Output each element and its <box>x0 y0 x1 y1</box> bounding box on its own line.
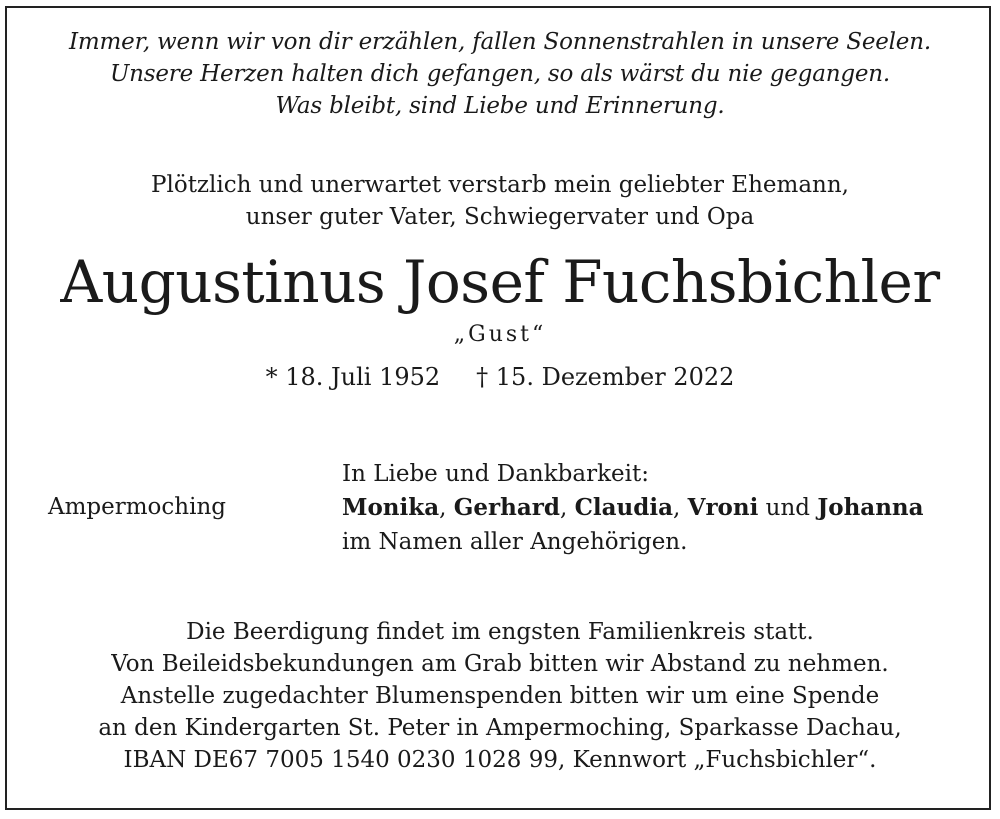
family-signature <box>342 457 924 559</box>
name-separator: , <box>672 495 688 521</box>
poem-line: Unsere Herzen halten dich gefangen, so als wärst du nie gegangen. <box>109 61 890 87</box>
notice-line: Die Beerdigung findet im engsten Familienkreis statt. <box>186 619 814 645</box>
notice-line: Anstelle zugedachter Blumenspenden bitten wir um eine Spende <box>120 683 880 709</box>
place-name: Ampermoching <box>48 494 226 520</box>
intro-line: Plötzlich und unerwartet verstarb mein geliebter Ehemann, <box>151 172 849 198</box>
poem-line: Immer, wenn wir von dir erzählen, fallen Sonnenstrahlen in unsere Seelen. <box>69 29 931 55</box>
deceased-name: Augustinus Josef Fuchsbichler <box>60 248 940 316</box>
family-closing: im Namen aller Angehörigen. <box>342 529 688 555</box>
poem-line: Was bleibt, sind Liebe und Erinnerung. <box>275 93 725 119</box>
deceased-nickname: „Gust“ <box>453 322 547 347</box>
intro-line: unser guter Vater, Schwiegervater und Opa <box>245 204 755 230</box>
family-member-name: Gerhard <box>453 494 560 521</box>
notice-line: Von Beileidsbekundungen am Grab bitten wir Abstand zu nehmen. <box>111 651 889 677</box>
birth-date: * 18. Juli 1952 <box>265 363 441 391</box>
death-date: † 15. Dezember 2022 <box>476 363 735 391</box>
notice-line: an den Kindergarten St. Peter in Ampermoching, Sparkasse Dachau, <box>98 715 902 741</box>
family-names <box>342 491 924 525</box>
name-separator: und <box>758 495 818 521</box>
family-member-name: Johanna <box>817 494 924 521</box>
family-heading: In Liebe und Dankbarkeit: <box>342 461 649 487</box>
notice-line: IBAN DE67 7005 1540 0230 1028 99, Kennwort „Fuchsbichler“. <box>123 747 877 773</box>
family-member-name: Monika <box>342 494 440 521</box>
life-dates <box>0 360 1000 394</box>
family-member-name: Claudia <box>574 494 673 521</box>
funeral-notice <box>0 616 1000 776</box>
memorial-poem <box>0 26 1000 122</box>
family-member-name: Vroni <box>687 494 759 521</box>
name-separator: , <box>559 495 575 521</box>
announcement-intro <box>0 169 1000 233</box>
name-separator: , <box>439 495 454 521</box>
